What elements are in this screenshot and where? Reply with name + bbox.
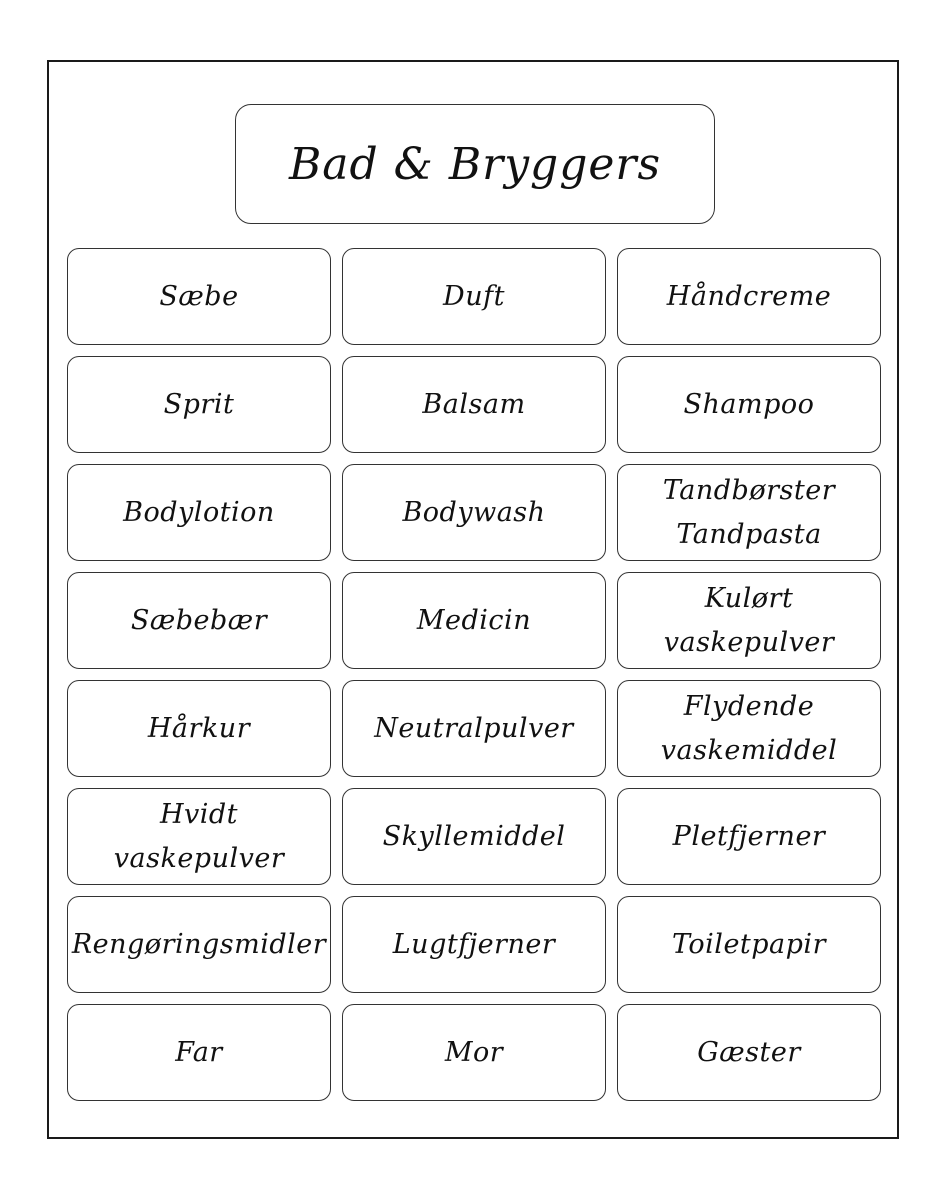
label-item bbox=[342, 680, 606, 777]
label-text: Sæbe bbox=[159, 280, 239, 312]
label-text: Mor bbox=[444, 1036, 504, 1068]
label-text: Rengøringsmidler bbox=[71, 928, 327, 960]
label-text: Far bbox=[175, 1036, 223, 1068]
label-item bbox=[342, 356, 606, 453]
label-text: Pletfjerner bbox=[672, 820, 826, 852]
label-item bbox=[342, 248, 606, 345]
label-text: Kulørt bbox=[704, 582, 794, 614]
label-item bbox=[342, 1004, 606, 1101]
label-text: Skyllemiddel bbox=[382, 820, 566, 852]
label-item bbox=[67, 356, 331, 453]
label-text: Tandbørster bbox=[662, 474, 836, 506]
label-text: vaskepulver bbox=[663, 626, 835, 658]
label-item bbox=[67, 572, 331, 669]
label-item bbox=[342, 464, 606, 561]
label-text: Bodylotion bbox=[123, 496, 275, 528]
label-text: Hårkur bbox=[147, 712, 251, 744]
label-text: Håndcreme bbox=[666, 280, 832, 312]
label-text: Duft bbox=[443, 280, 505, 312]
label-item bbox=[67, 680, 331, 777]
label-item bbox=[617, 356, 881, 453]
label-sheet bbox=[47, 60, 899, 1139]
label-text: Bodywash bbox=[402, 496, 546, 528]
title-label bbox=[235, 104, 715, 224]
label-text: Hvidt bbox=[159, 798, 239, 830]
label-item bbox=[617, 1004, 881, 1101]
label-grid bbox=[67, 248, 882, 1101]
label-item bbox=[67, 788, 331, 885]
label-item bbox=[617, 896, 881, 993]
label-item bbox=[617, 572, 881, 669]
label-item bbox=[342, 572, 606, 669]
label-item bbox=[342, 788, 606, 885]
label-text: Tandpasta bbox=[676, 518, 822, 550]
label-text: vaskemiddel bbox=[660, 734, 838, 766]
label-text: Sæbebær bbox=[130, 604, 268, 636]
label-text: Gæster bbox=[697, 1036, 801, 1068]
label-text: Balsam bbox=[422, 388, 526, 420]
label-item bbox=[617, 788, 881, 885]
label-text: Neutralpulver bbox=[374, 712, 574, 744]
label-text: Sprit bbox=[163, 388, 235, 420]
page-title: Bad & Bryggers bbox=[288, 138, 662, 190]
label-item bbox=[67, 248, 331, 345]
label-text: vaskepulver bbox=[113, 842, 285, 874]
label-item bbox=[67, 1004, 331, 1101]
label-item bbox=[67, 464, 331, 561]
label-text: Medicin bbox=[416, 604, 532, 636]
label-text: Lugtfjerner bbox=[392, 928, 556, 960]
label-text: Toiletpapir bbox=[672, 928, 826, 960]
label-text: Shampoo bbox=[683, 388, 815, 420]
label-item bbox=[617, 248, 881, 345]
label-item bbox=[617, 464, 881, 561]
label-text: Flydende bbox=[683, 690, 815, 722]
label-item bbox=[617, 680, 881, 777]
label-item bbox=[67, 896, 331, 993]
label-item bbox=[342, 896, 606, 993]
